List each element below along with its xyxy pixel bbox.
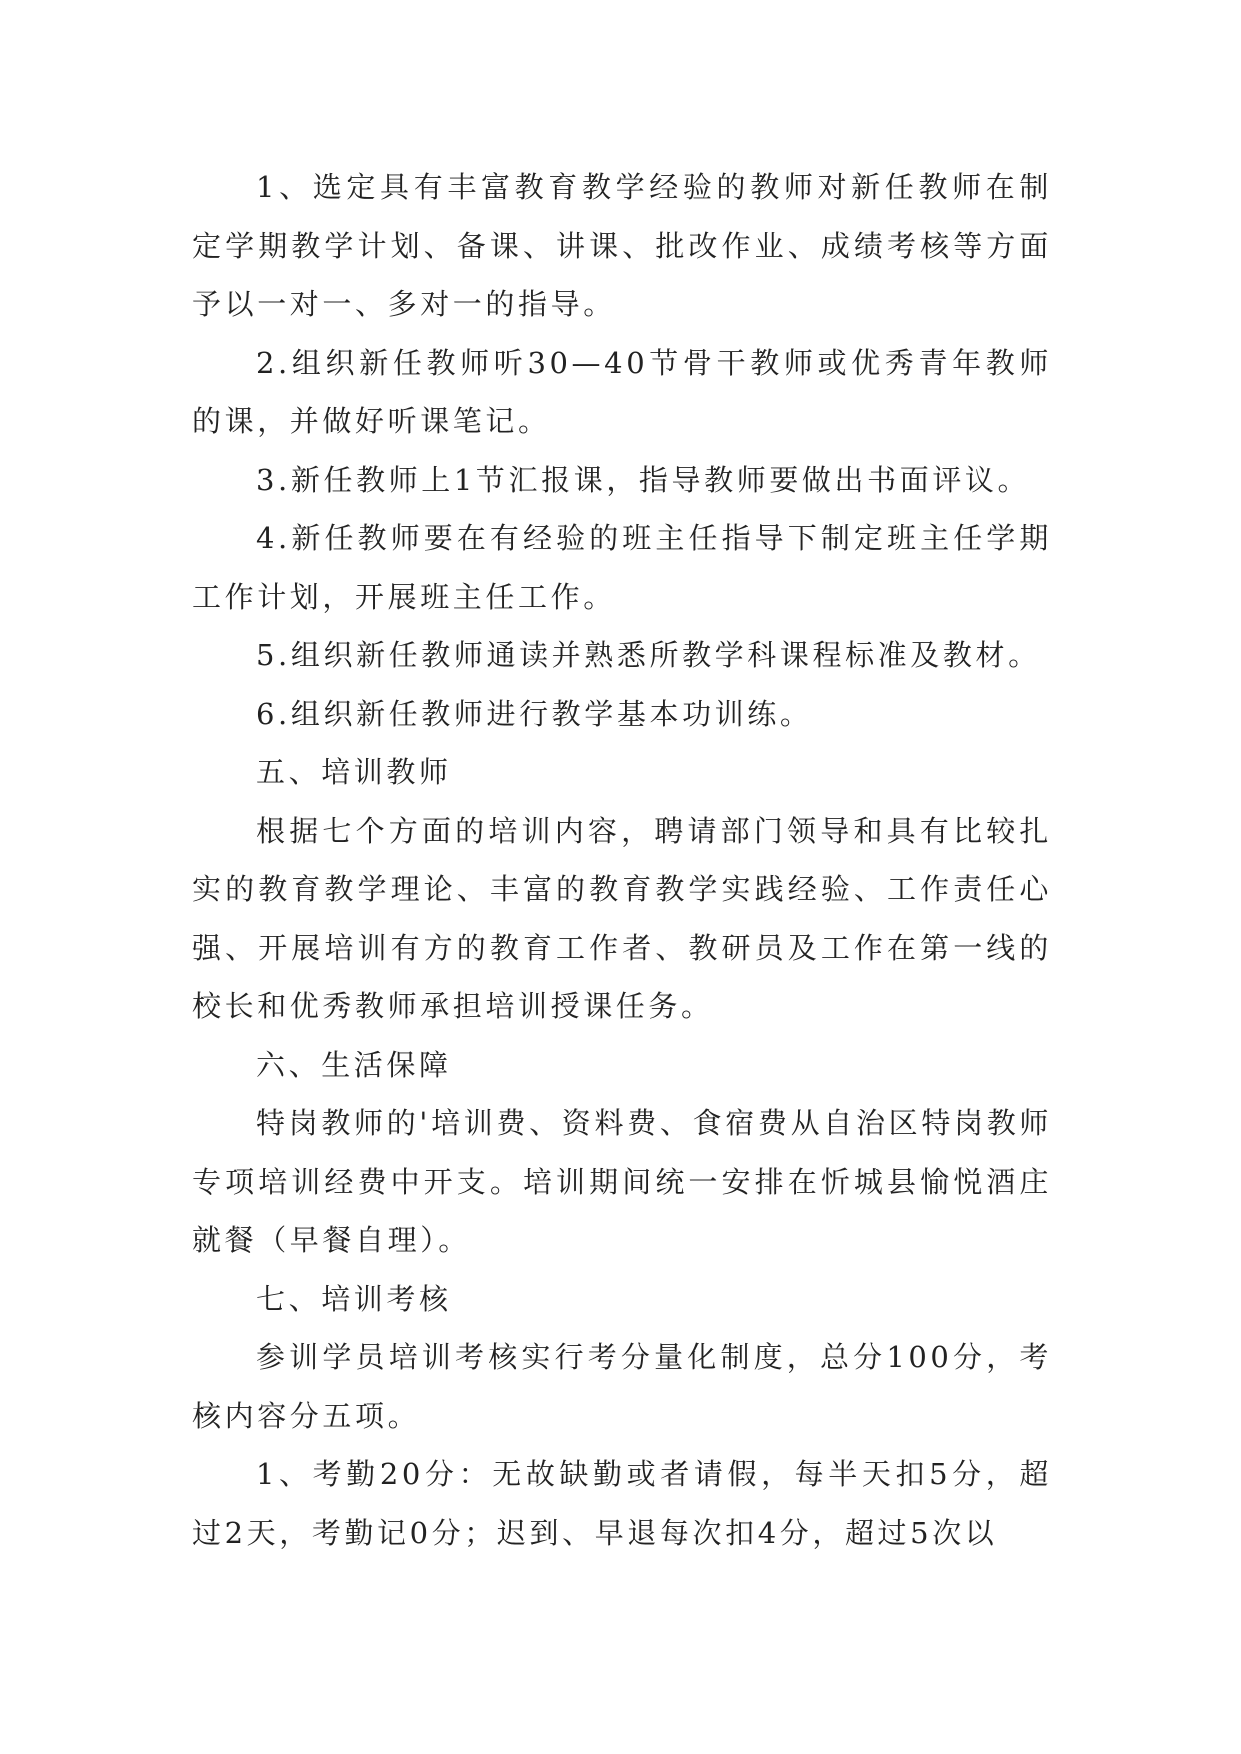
paragraph-living-support: 特岗教师的'培训费、资料费、食宿费从自治区特岗教师专项培训经费中开支。培训期间统一安排在忻城县愉悦酒庄就餐（早餐自理）。 [192,1106,1052,1257]
paragraph-attendance: 1、考勤20分：无故缺勤或者请假，每半天扣5分，超过2天，考勤记0分；迟到、早退每次扣4分，超过5次以 [192,1457,1052,1550]
document-page [192,158,1052,1562]
paragraph-class-teacher: 4.新任教师要在有经验的班主任指导下制定班主任学期工作计划，开展班主任工作。 [192,521,1052,614]
heading-living-support: 六、生活保障 [256,1047,452,1082]
paragraph-observe-lessons: 2.组织新任教师听30—40节骨干教师或优秀青年教师的课，并做好听课笔记。 [192,345,1052,438]
paragraph-assessment: 参训学员培训考核实行考分量化制度，总分100分，考核内容分五项。 [192,1340,1052,1433]
paragraph-guidance: 1、选定具有丰富教育教学经验的教师对新任教师在制定学期教学计划、备课、讲课、批改作业、成绩考核等方面予以一对一、多对一的指导。 [192,170,1052,321]
paragraph-basic-skills: 6.组织新任教师进行教学基本功训练。 [256,696,813,731]
heading-trainers: 五、培训教师 [256,755,452,789]
heading-assessment: 七、培训考核 [256,1281,452,1316]
paragraph-curriculum: 5.组织新任教师通读并熟悉所教学科课程标准及教材。 [256,638,1041,672]
paragraph-report-lesson: 3.新任教师上1节汇报课，指导教师要做出书面评议。 [256,462,1031,497]
paragraph-trainers: 根据七个方面的培训内容，聘请部门领导和具有比较扎实的教育教学理论、丰富的教育教学实践经验、工作责任心强、开展培训有方的教育工作者、教研员及工作在第一线的校长和优秀教师承担培训授课任务。 [192,813,1052,1023]
